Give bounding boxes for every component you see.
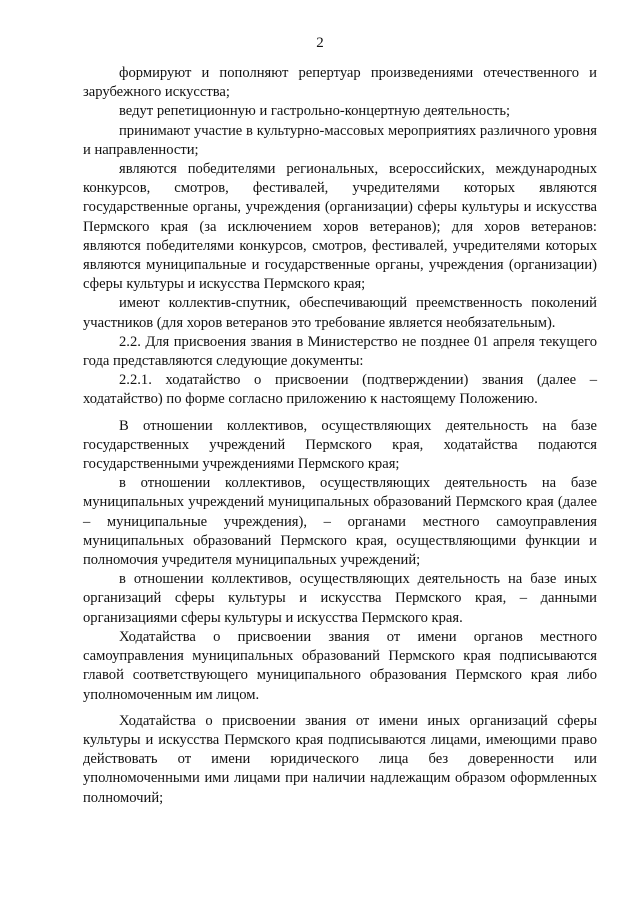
paragraph-local-government-signing: Ходатайства о присвоении звания от имени органов местного самоуправления муниципальных образований Пермского края подписываются главой соответствующего муниципального образования Пермского края либо уполномоченным им лицом. (83, 628, 597, 703)
paragraph-municipal-institutions: в отношении коллективов, осуществляющих деятельность на базе муниципальных учреждений муниципальных образований Пермского края (далее – муниципальные учреждения), – органами местного самоуправления муниципальных образований Пермского края, осуществляющими функции и полномочия учредителя муниципальных учреждений; (83, 475, 597, 569)
paragraph-2-2: 2.2. Для присвоения звания в Министерство не позднее 01 апреля текущего года представляются следующие документы: (83, 333, 597, 370)
paragraph-satellite: имеют коллектив-спутник, обеспечивающий преемственность поколений участников (для хоров ветеранов это требование является необязательным). (83, 295, 597, 331)
paragraph-other-organizations: в отношении коллективов, осуществляющих деятельность на базе иных организаций сферы культуры и искусства Пермского края, – данными организациями сферы культуры и искусства Пермского края. (83, 571, 597, 626)
paragraph-2-2-1: 2.2.1. ходатайство о присвоении (подтверждении) звания (далее – ходатайство) по форме согласно приложению к настоящему Положению. (83, 372, 597, 408)
paragraph-winners: являются победителями региональных, всероссийских, международных конкурсов, смотров, фестивалей, учредителями которых являются государственные органы, учреждения (организации) сферы культуры и искусства Пермского края (за исключением хоров ветеранов); для хоров ветеранов: являются победителями конкурсов, смотров, фестивалей, учредителями которых являются муниципальные и государственные органы, учреждения (организации) сферы культуры и искусства Пермского края; (83, 161, 597, 293)
page-number: 2 (316, 35, 324, 51)
paragraph-other-org-signing: Ходатайства о присвоении звания от имени иных организаций сферы культуры и искусства Пермского края подписываются лицами, имеющими право действовать от имени юридического лица без доверенности или уполномоченными ими лицами при наличии надлежащим образом оформленных полномочий; (83, 712, 597, 806)
paragraph-state-institutions: В отношении коллективов, осуществляющих деятельность на базе государственных учреждений Пермского края, ходатайства подаются государственными учреждениями Пермского края; (83, 417, 597, 473)
paragraph-rehearsal: ведут репетиционную и гастрольно-концертную деятельность; (119, 103, 511, 120)
paragraph-participation: принимают участие в культурно-массовых мероприятиях различного уровня и направленности; (83, 122, 597, 158)
paragraph-repertoire: формируют и пополняют репертуар произведениями отечественного и зарубежного искусства; (83, 65, 597, 101)
document-body (83, 64, 597, 808)
